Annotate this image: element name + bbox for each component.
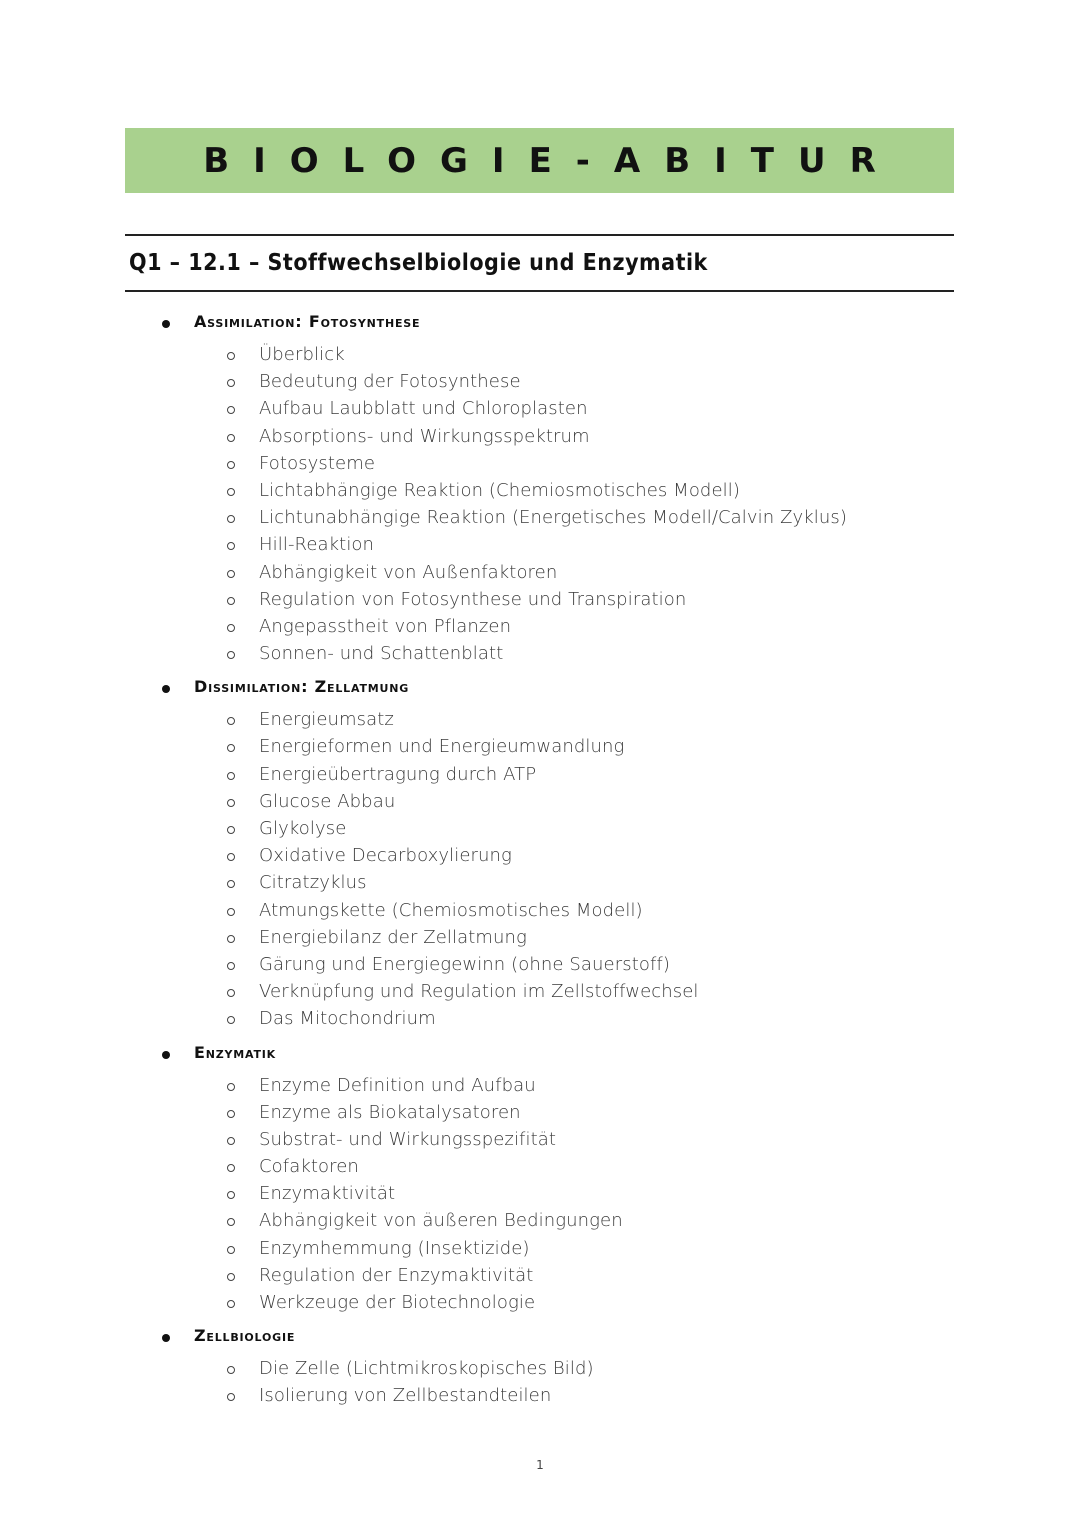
hollow-circle-bullet-icon <box>227 1083 235 1091</box>
list-item <box>0 899 1080 926</box>
hollow-circle-bullet-icon <box>227 962 235 970</box>
hollow-circle-bullet-icon <box>227 826 235 834</box>
list-item <box>0 397 1080 424</box>
list-item <box>0 343 1080 370</box>
topic-items <box>0 1357 1080 1411</box>
list-item <box>0 735 1080 762</box>
list-item <box>0 763 1080 790</box>
list-item-text: Überblick <box>259 344 345 365</box>
list-item <box>0 452 1080 479</box>
list-item-text: Abhängigkeit von Außenfaktoren <box>259 561 558 583</box>
list-item-text: Enzymaktivität <box>259 1183 396 1205</box>
topic-section <box>0 673 1080 1034</box>
list-item-text: Enzyme Definition und Aufbau <box>259 1074 536 1096</box>
list-item <box>0 980 1080 1007</box>
hollow-circle-bullet-icon <box>227 1218 235 1226</box>
list-item <box>0 1074 1080 1101</box>
list-item-text: Angepasstheit von Pflanzen <box>259 615 512 637</box>
list-item <box>0 561 1080 588</box>
list-item-text: Fotosysteme <box>259 452 376 474</box>
hollow-circle-bullet-icon <box>227 1273 235 1281</box>
hollow-circle-bullet-icon <box>227 1110 235 1118</box>
list-item-text: Cofaktoren <box>259 1156 359 1178</box>
topic-section <box>0 308 1080 669</box>
list-item-text: Werkzeuge der Biotechnologie <box>259 1292 536 1313</box>
bullet-dot-icon <box>162 685 170 693</box>
list-item <box>0 506 1080 533</box>
list-item-text: Enzymhemmung (Insektizide) <box>259 1237 530 1259</box>
hollow-circle-bullet-icon <box>227 542 235 550</box>
list-item <box>0 425 1080 452</box>
page-number: 1 <box>536 1458 544 1472</box>
list-item-text: Regulation der Enzymaktivität <box>259 1264 534 1286</box>
topic-title: Zellbiologie <box>194 1326 296 1346</box>
topic-heading <box>0 1039 1080 1070</box>
hollow-circle-bullet-icon <box>227 406 235 414</box>
hollow-circle-bullet-icon <box>227 908 235 916</box>
list-item-text: Regulation von Fotosynthese und Transpiration <box>259 588 687 610</box>
section-header <box>125 234 954 292</box>
hollow-circle-bullet-icon <box>227 597 235 605</box>
list-item <box>0 588 1080 615</box>
list-item <box>0 1182 1080 1209</box>
bullet-dot-icon <box>162 1334 170 1342</box>
bullet-dot-icon <box>162 1051 170 1059</box>
hollow-circle-bullet-icon <box>227 1393 235 1401</box>
hollow-circle-bullet-icon <box>227 624 235 632</box>
hollow-circle-bullet-icon <box>227 515 235 523</box>
hollow-circle-bullet-icon <box>227 853 235 861</box>
list-item <box>0 1264 1080 1291</box>
topic-section <box>0 1322 1080 1411</box>
list-item-text: Energieformen und Energieumwandlung <box>259 736 625 758</box>
list-item-text: Substrat- und Wirkungsspezifität <box>259 1128 557 1150</box>
list-item <box>0 1357 1080 1384</box>
list-item-text: Lichtabhängige Reaktion (Chemiosmotisches Modell) <box>259 479 740 501</box>
hollow-circle-bullet-icon <box>227 434 235 442</box>
hollow-circle-bullet-icon <box>227 570 235 578</box>
list-item <box>0 817 1080 844</box>
list-item-text: Aufbau Laubblatt und Chloroplasten <box>259 398 588 420</box>
hollow-circle-bullet-icon <box>227 352 235 360</box>
topic-heading <box>0 673 1080 704</box>
list-item <box>0 1155 1080 1182</box>
hollow-circle-bullet-icon <box>227 1246 235 1254</box>
list-item-text: Atmungskette (Chemiosmotisches Modell) <box>259 899 643 921</box>
list-item <box>0 642 1080 669</box>
list-item-text: Glucose Abbau <box>259 790 396 812</box>
hollow-circle-bullet-icon <box>227 989 235 997</box>
list-item-text: Verknüpfung und Regulation im Zellstoffwechsel <box>259 981 699 1003</box>
hollow-circle-bullet-icon <box>227 1164 235 1172</box>
list-item-text: Die Zelle (Lichtmikroskopisches Bild) <box>259 1358 594 1380</box>
list-item-text: Gärung und Energiegewinn (ohne Sauerstoff) <box>259 953 670 975</box>
hollow-circle-bullet-icon <box>227 1300 235 1308</box>
list-item <box>0 1291 1080 1318</box>
list-item <box>0 533 1080 560</box>
topic-list <box>0 308 1080 1416</box>
topic-section <box>0 1039 1080 1319</box>
list-item-text: Glykolyse <box>259 818 347 839</box>
list-item-text: Oxidative Decarboxylierung <box>259 845 512 867</box>
hollow-circle-bullet-icon <box>227 799 235 807</box>
hollow-circle-bullet-icon <box>227 488 235 496</box>
list-item-text: Das Mitochondrium <box>259 1008 436 1030</box>
list-item <box>0 871 1080 898</box>
hollow-circle-bullet-icon <box>227 1137 235 1145</box>
hollow-circle-bullet-icon <box>227 1016 235 1024</box>
hollow-circle-bullet-icon <box>227 717 235 725</box>
list-item <box>0 1128 1080 1155</box>
topic-items <box>0 343 1080 669</box>
list-item <box>0 479 1080 506</box>
topic-heading <box>0 308 1080 339</box>
hollow-circle-bullet-icon <box>227 772 235 780</box>
hollow-circle-bullet-icon <box>227 744 235 752</box>
hollow-circle-bullet-icon <box>227 1191 235 1199</box>
list-item-text: Isolierung von Zellbestandteilen <box>259 1385 552 1407</box>
topic-items <box>0 708 1080 1034</box>
list-item <box>0 1209 1080 1236</box>
title-banner <box>125 128 954 193</box>
bullet-dot-icon <box>162 320 170 328</box>
list-item <box>0 1007 1080 1034</box>
list-item <box>0 370 1080 397</box>
list-item <box>0 1101 1080 1128</box>
list-item-text: Absorptions- und Wirkungsspektrum <box>259 425 590 447</box>
list-item <box>0 615 1080 642</box>
topic-title: Enzymatik <box>194 1042 277 1062</box>
list-item <box>0 790 1080 817</box>
list-item-text: Abhängigkeit von äußeren Bedingungen <box>259 1210 623 1232</box>
list-item <box>0 953 1080 980</box>
list-item <box>0 1237 1080 1264</box>
hollow-circle-bullet-icon <box>227 880 235 888</box>
list-item-text: Energiebilanz der Zellatmung <box>259 926 527 948</box>
list-item <box>0 844 1080 871</box>
list-item-text: Lichtunabhängige Reaktion (Energetisches Modell/Calvin Zyklus) <box>259 507 848 529</box>
topic-heading <box>0 1322 1080 1353</box>
hollow-circle-bullet-icon <box>227 935 235 943</box>
list-item <box>0 926 1080 953</box>
list-item-text: Hill-Reaktion <box>259 534 375 556</box>
list-item-text: Citratzyklus <box>259 872 367 894</box>
list-item-text: Energieumsatz <box>259 709 394 731</box>
page-title: BIOLOGIE-ABITUR <box>203 140 900 181</box>
list-item-text: Energieübertragung durch ATP <box>259 763 537 785</box>
hollow-circle-bullet-icon <box>227 1366 235 1374</box>
topic-title: Assimilation: Fotosynthese <box>194 312 421 331</box>
hollow-circle-bullet-icon <box>227 461 235 469</box>
topic-title: Dissimilation: Zellatmung <box>194 677 410 697</box>
list-item-text: Enzyme als Biokatalysatoren <box>259 1101 521 1123</box>
list-item <box>0 1384 1080 1411</box>
section-title: Q1 – 12.1 – Stoffwechselbiologie und Enzymatik <box>129 250 708 276</box>
hollow-circle-bullet-icon <box>227 379 235 387</box>
topic-items <box>0 1074 1080 1319</box>
list-item-text: Sonnen- und Schattenblatt <box>259 643 504 665</box>
list-item-text: Bedeutung der Fotosynthese <box>259 371 521 393</box>
hollow-circle-bullet-icon <box>227 651 235 659</box>
list-item <box>0 708 1080 735</box>
